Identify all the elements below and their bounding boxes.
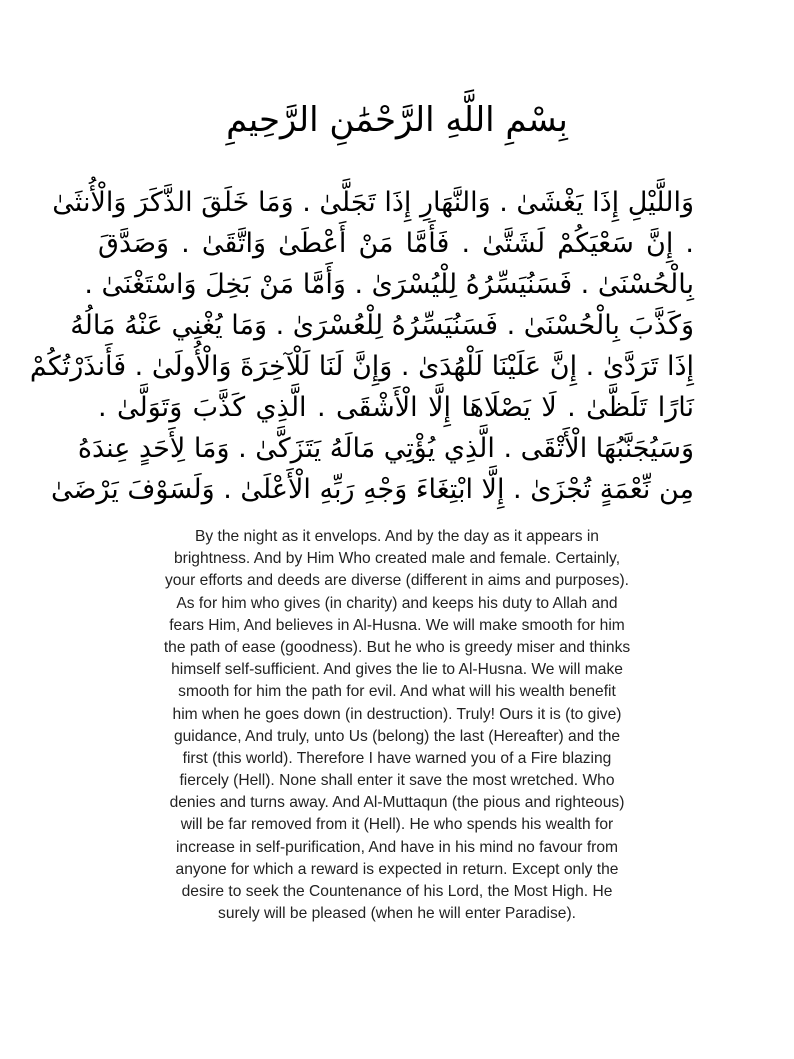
translation-line: increase in self-purification, And have in his mind no favour from [175,838,619,856]
arabic-verse-line: إِذَا تَرَدَّىٰ . إِنَّ عَلَيْنَا لَلْهُدَىٰ . وَإِنَّ لَنَا لَلْآخِرَةَ وَالْأُولَىٰ . فَأَنذَرْتُكُمْ [29,351,694,382]
translation-line: will be far removed from it (Hell). He who spends his wealth for [180,816,614,834]
translation-line: anyone for which a reward is expected in return. Except only the [175,860,619,878]
translation-line: your efforts and deeds are diverse (different in aims and purposes). [164,572,630,590]
translation-line: first (this world). Therefore I have warned you of a Fire blazing [182,749,612,767]
translation-line: him when he goes down (in destruction). Truly! Ours it is (to give) [172,705,622,723]
translation-line: the path of ease (goodness). But he who is greedy miser and thinks [163,638,631,656]
translation-line: denies and turns away. And Al-Muttaqun (the pious and righteous) [169,794,625,812]
bismillah-calligraphy: بِسْمِ اللَّهِ الرَّحْمَٰنِ الرَّحِيمِ [226,100,568,140]
translation-line: fears Him, And believes in Al-Husna. We will make smooth for him [169,616,625,634]
translation-line: guidance, And truly, unto Us (belong) the last (Hereafter) and the [173,727,621,745]
arabic-verse-line: وَكَذَّبَ بِالْحُسْنَىٰ . فَسَنُيَسِّرُهُ لِلْعُسْرَىٰ . وَمَا يُغْنِي عَنْهُ مَالُهُ [70,310,694,341]
arabic-verse-line: مِن نِّعْمَةٍ تُجْزَىٰ . إِلَّا ابْتِغَاءَ وَجْهِ رَبِّهِ الْأَعْلَىٰ . وَلَسَوْفَ يَرْضَىٰ [50,474,694,505]
arabic-verse-line: بِالْحُسْنَىٰ . فَسَنُيَسِّرُهُ لِلْيُسْرَىٰ . وَأَمَّا مَنْ بَخِلَ وَاسْتَغْنَىٰ . [84,269,694,300]
arabic-verse-line: وَسَيُجَنَّبُهَا الْأَتْقَى . الَّذِي يُؤْتِي مَالَهُ يَتَزَكَّىٰ . وَمَا لِأَحَدٍ عِندَهُ [77,433,694,464]
translation-line: As for him who gives (in charity) and keeps his duty to Allah and [176,594,618,612]
translation-line: himself self-sufficient. And gives the lie to Al-Husna. We will make [171,661,623,679]
translation-line: surely will be pleased (when he will enter Paradise). [218,905,576,923]
translation-line: By the night as it envelops. And by the day as it appears in [195,528,599,545]
translation-line: smooth for him the path for evil. And what will his wealth benefit [178,683,616,701]
arabic-verse-line: نَارًا تَلَظَّىٰ . لَا يَصْلَاهَا إِلَّا الْأَشْقَى . الَّذِي كَذَّبَ وَتَوَلَّىٰ . [98,392,694,423]
translation-line: desire to seek the Countenance of his Lord, the Most High. He [181,883,613,900]
translation-line: fiercely (Hell). None shall enter it save the most wretched. Who [179,772,615,790]
translation-line: brightness. And by Him Who created male and female. Certainly, [173,550,621,568]
english-translation [60,526,734,925]
arabic-verse-line: وَاللَّيْلِ إِذَا يَغْشَىٰ . وَالنَّهَارِ إِذَا تَجَلَّىٰ . وَمَا خَلَقَ الذَّكَرَ وَالْأُنثَىٰ [52,187,694,218]
arabic-verse-line: . إِنَّ سَعْيَكُمْ لَشَتَّىٰ . فَأَمَّا مَنْ أَعْطَىٰ وَاتَّقَىٰ . وَصَدَّقَ [98,228,694,259]
arabic-verses [29,182,694,510]
